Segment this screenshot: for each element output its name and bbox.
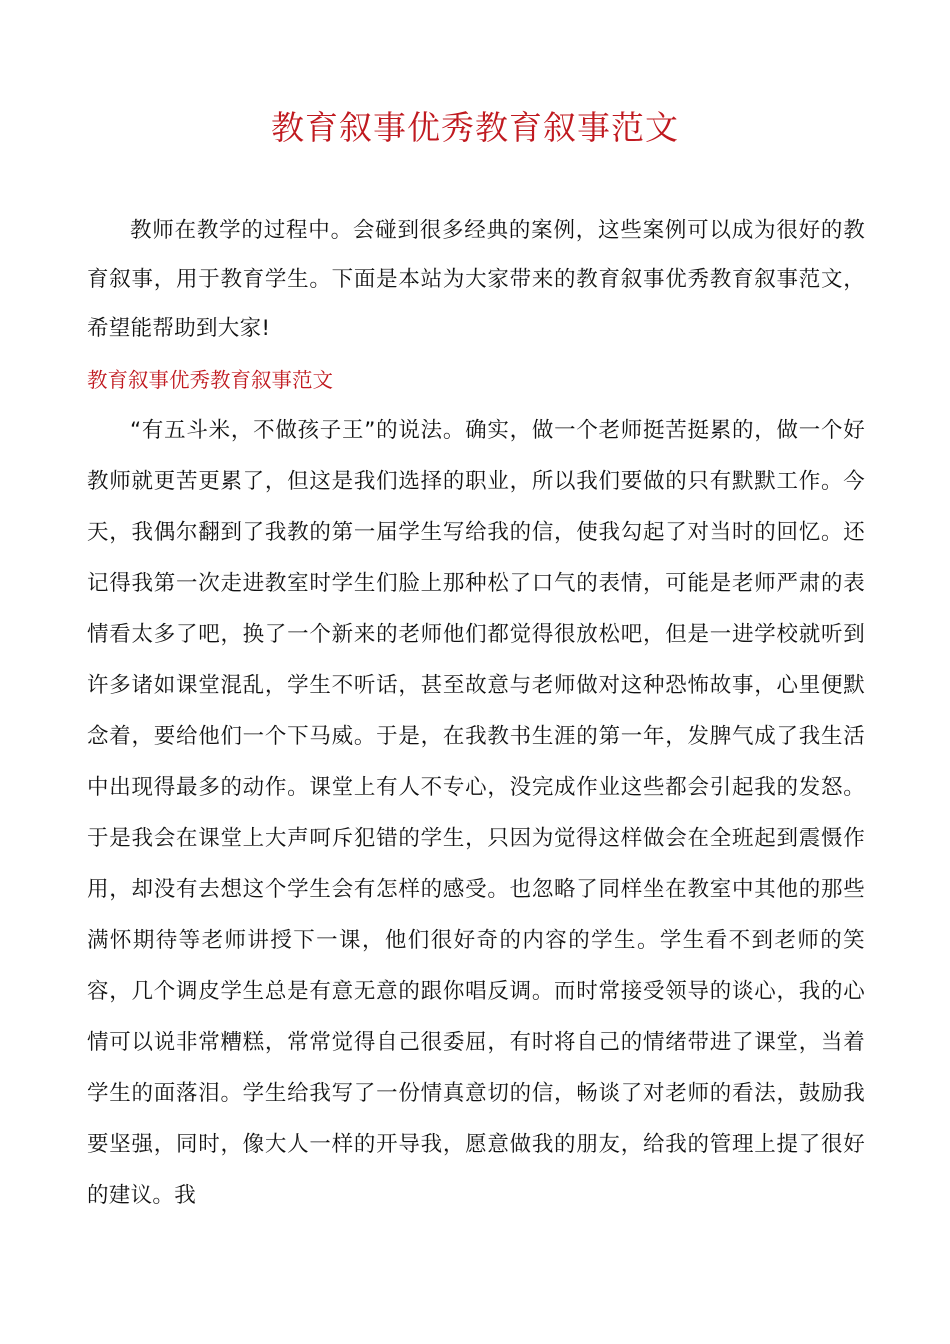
intro-paragraph: 教师在教学的过程中。会碰到很多经典的案例，这些案例可以成为很好的教育叙事，用于教育学生。下面是本站为大家带来的教育叙事优秀教育叙事范文，希望能帮助到大家!: [87, 218, 865, 341]
section-heading: 教育叙事优秀教育叙事范文: [87, 368, 333, 392]
document-title: 教育叙事优秀教育叙事范文: [271, 108, 679, 147]
body-paragraph: “有五斗米，不做孩子王”的说法。确实，做一个老师挺苦挺累的，做一个好教师就更苦更累了，但这是我们选择的职业，所以我们要做的只有默默工作。今天，我偶尔翻到了我教的第一届学生写给我的信，使我勾起了对当时的回忆。还记得我第一次走进教室时学生们脸上那种松了口气的表情，可能是老师严肃的表情看太多了吧，换了一个新来的老师他们都觉得很放松吧，但是一进学校就听到许多诸如课堂混乱，学生不听话，甚至故意与老师做对这种恐怖故事，心里便默念着，要给他们一个下马威。于是，在我教书生涯的第一年，发脾气成了我生活中出现得最多的动作。课堂上有人不专心，没完成作业这些都会引起我的发怒。于是我会在课堂上大声呵斥犯错的学生，只因为觉得这样做会在全班起到震慑作用，却没有去想这个学生会有怎样的感受。也忽略了同样坐在教室中其他的那些满怀期待等老师讲授下一课，他们很好奇的内容的学生。学生看不到老师的笑容，几个调皮学生总是有意无意的跟你唱反调。而时常接受领导的谈心，我的心情可以说非常糟糕，常常觉得自己很委屈，有时将自己的情绪带进了课堂，当着学生的面落泪。学生给我写了一份情真意切的信，畅谈了对老师的看法，鼓励我要坚强，同时，像大人一样的开导我，愿意做我的朋友，给我的管理上提了很好的建议。我: [87, 418, 865, 1208]
